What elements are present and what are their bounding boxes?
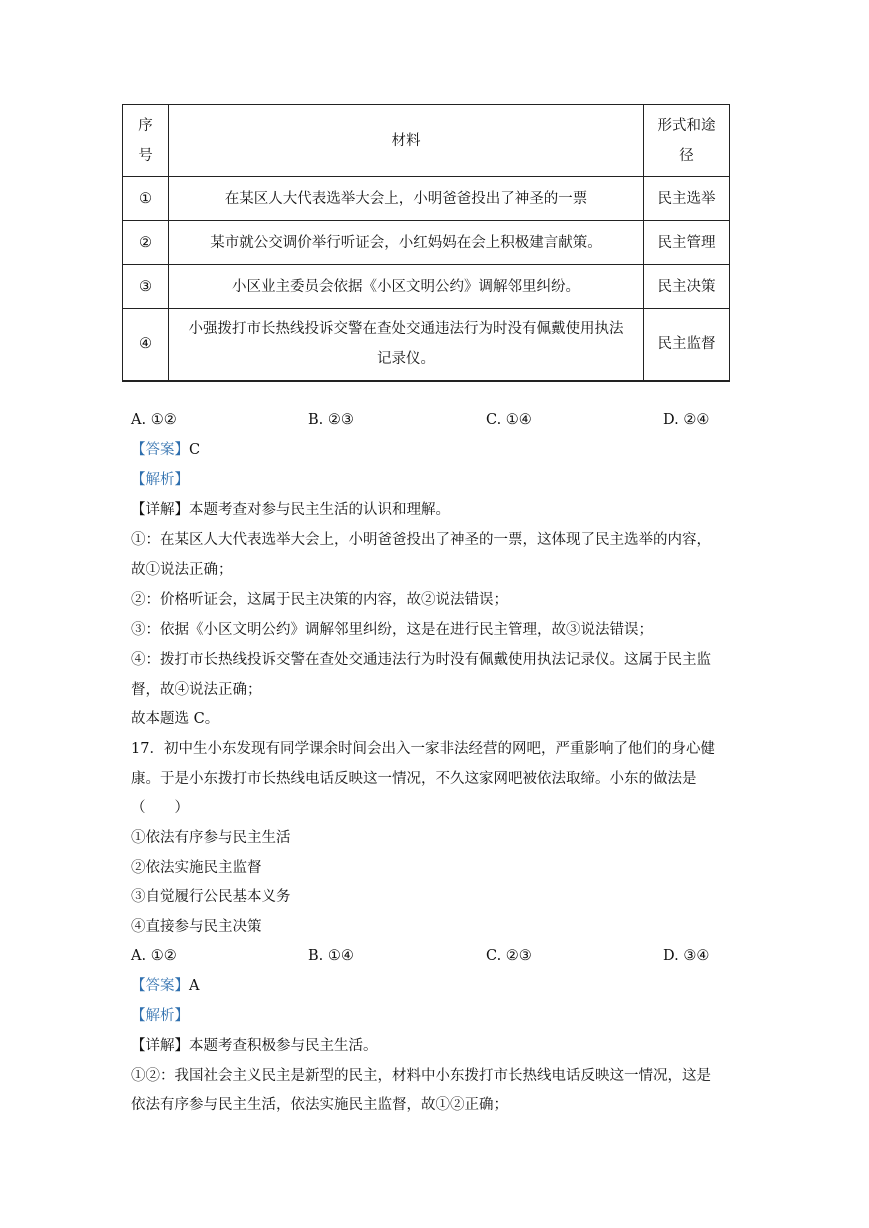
- q17-option-c: C. ②③: [486, 948, 532, 964]
- q16-detail-line: 故本题选 C。: [131, 711, 220, 727]
- q17-option-d: D. ③④: [663, 948, 710, 964]
- material-table: [122, 104, 730, 382]
- q16-option-d: D. ②④: [663, 412, 710, 428]
- table-row: [123, 221, 730, 265]
- header-form: [644, 105, 730, 177]
- q17-item: ④直接参与民主决策: [131, 919, 262, 935]
- q16-option-a: A. ①②: [131, 412, 177, 428]
- q16-detail-line: 故①说法正确；: [131, 562, 233, 578]
- row-form: 民主监督: [644, 309, 730, 381]
- answer-value: C: [189, 442, 201, 458]
- q16-option-c: C. ①④: [486, 412, 532, 428]
- table-row: [123, 265, 730, 309]
- row-form: 民主决策: [644, 265, 730, 309]
- row-material: 在某区人大代表选举大会上，小明爸爸投出了神圣的一票: [169, 177, 644, 221]
- q17-stem-line: 17．初中生小东发现有同学课余时间会出入一家非法经营的网吧，严重影响了他们的身心健: [131, 741, 715, 757]
- q16-analysis-tag: 【解析】: [131, 472, 189, 488]
- q17-stem-line: 康。于是小东拨打市长热线电话反映这一情况，不久这家网吧被依法取缔。小东的做法是: [131, 771, 697, 787]
- row-num: ①: [123, 177, 169, 221]
- q17-stem-line: （ ）: [131, 800, 189, 816]
- row-form: 民主选举: [644, 177, 730, 221]
- q17-detail-line: ①②：我国社会主义民主是新型的民主，材料中小东拨打市长热线电话反映这一情况，这是: [131, 1068, 711, 1084]
- row-num: ②: [123, 221, 169, 265]
- table-row: [123, 309, 730, 381]
- table-row: [123, 177, 730, 221]
- header-num-1: 序: [138, 117, 153, 134]
- q16-option-b: B. ②③: [308, 412, 354, 428]
- header-num: [123, 105, 169, 177]
- answer-tag: 【答案】: [131, 978, 189, 994]
- q16-detail-line: ②：价格听证会，这属于民主决策的内容，故②说法错误；: [131, 592, 508, 608]
- q17-option-b: B. ①④: [308, 948, 354, 964]
- q17-answer: [131, 976, 199, 996]
- q17-item: ②依法实施民主监督: [131, 860, 262, 876]
- q17-detail-line: 依法有序参与民主生活，依法实施民主监督，故①②正确；: [131, 1097, 508, 1113]
- q16-answer: [131, 440, 200, 460]
- row-material: 小强拨打市长热线投诉交警在查处交通违法行为时没有佩戴使用执法记录仪。: [169, 309, 644, 381]
- row-num: ③: [123, 265, 169, 309]
- q17-detail-line: 【详解】本题考查积极参与民主生活。: [131, 1038, 378, 1054]
- header-form-2: 径: [679, 147, 694, 164]
- row-form: 民主管理: [644, 221, 730, 265]
- q17-item: ③自觉履行公民基本义务: [131, 889, 291, 905]
- q17-analysis-tag: 【解析】: [131, 1008, 189, 1024]
- row-num: ④: [123, 309, 169, 381]
- answer-tag: 【答案】: [131, 442, 189, 458]
- row-material: 某市就公交调价举行听证会，小红妈妈在会上积极建言献策。: [169, 221, 644, 265]
- answer-value: A: [189, 978, 200, 994]
- header-material: 材料: [169, 105, 644, 177]
- q16-detail-line: ④：拨打市长热线投诉交警在查处交通违法行为时没有佩戴使用执法记录仪。这属于民主监: [131, 652, 711, 668]
- q17-item: ①依法有序参与民主生活: [131, 830, 291, 846]
- header-num-2: 号: [138, 147, 153, 164]
- q16-detail-line: 督，故④说法正确；: [131, 682, 262, 698]
- table-header-row: [123, 105, 730, 177]
- q16-detail-line: ③：依据《小区文明公约》调解邻里纠纷，这是在进行民主管理，故③说法错误；: [131, 622, 653, 638]
- header-form-1: 形式和途: [657, 117, 716, 134]
- q16-detail-line: ①：在某区人大代表选举大会上，小明爸爸投出了神圣的一票，这体现了民主选举的内容，: [131, 532, 711, 548]
- row-material: 小区业主委员会依据《小区文明公约》调解邻里纠纷。: [169, 265, 644, 309]
- q16-detail-line: 【详解】本题考查对参与民主生活的认识和理解。: [131, 502, 450, 518]
- q17-option-a: A. ①②: [131, 948, 177, 964]
